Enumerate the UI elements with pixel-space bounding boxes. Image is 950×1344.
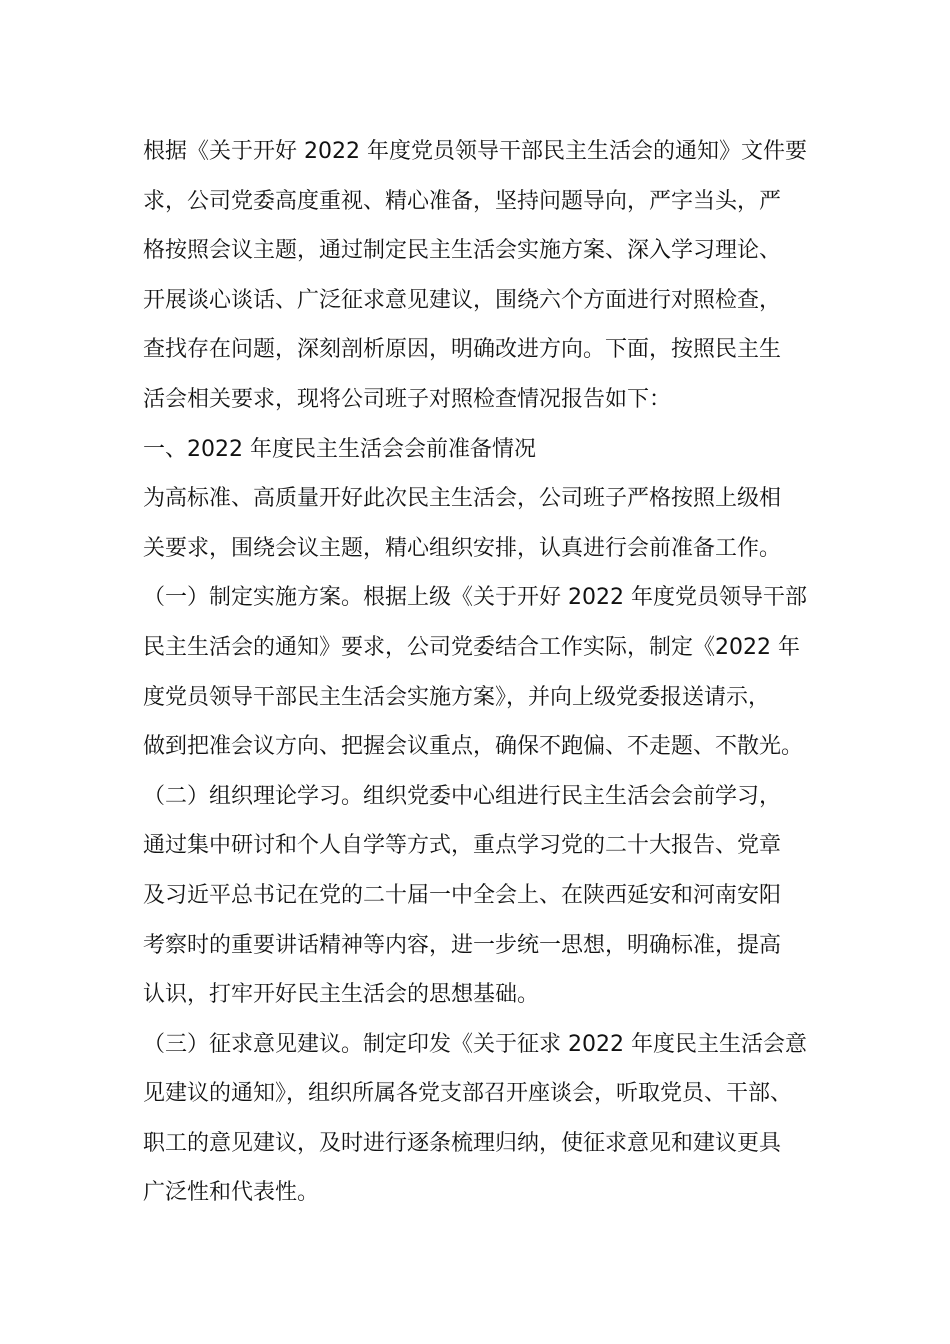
text-line: （一）制定实施方案。根据上级《关于开好 2022 年度党员领导干部 bbox=[143, 585, 807, 611]
text-line: （三）征求意见建议。制定印发《关于征求 2022 年度民主生活会意 bbox=[143, 1031, 807, 1057]
text-line: 查找存在问题，深刻剖析原因，明确改进方向。下面，按照民主生 bbox=[143, 337, 782, 363]
text-line: 关要求，围绕会议主题，精心组织安排，认真进行会前准备工作。 bbox=[143, 535, 782, 561]
text-line: 通过集中研讨和个人自学等方式，重点学习党的二十大报告、党章 bbox=[143, 833, 782, 859]
text-line: 民主生活会的通知》要求，公司党委结合工作实际，制定《2022 年 bbox=[143, 634, 800, 660]
text-line: 求，公司党委高度重视、精心准备，坚持问题导向，严字当头，严 bbox=[143, 188, 782, 214]
text-line: 活会相关要求，现将公司班子对照检查情况报告如下： bbox=[143, 386, 672, 412]
section-heading: 一、2022 年度民主生活会会前准备情况 bbox=[143, 436, 536, 462]
text-line: 考察时的重要讲话精神等内容，进一步统一思想，明确标准，提高 bbox=[143, 932, 782, 958]
document-body bbox=[143, 127, 815, 1218]
text-line: 认识，打牢开好民主生活会的思想基础。 bbox=[143, 982, 540, 1008]
text-line: 广泛性和代表性。 bbox=[143, 1180, 320, 1206]
text-line: 见建议的通知》，组织所属各党支部召开座谈会，听取党员、干部、 bbox=[143, 1081, 793, 1107]
text-line: 度党员领导干部民主生活会实施方案》，并向上级党委报送请示， bbox=[143, 684, 771, 710]
text-line: 格按照会议主题，通过制定民主生活会实施方案、深入学习理论、 bbox=[143, 238, 782, 264]
text-line: （二）组织理论学习。组织党委中心组进行民主生活会会前学习， bbox=[143, 783, 782, 809]
text-line: 根据《关于开好 2022 年度党员领导干部民主生活会的通知》文件要 bbox=[143, 139, 807, 164]
text-line: 职工的意见建议，及时进行逐条梳理归纳，使征求意见和建议更具 bbox=[143, 1130, 782, 1156]
text-line: 做到把准会议方向、把握会议重点，确保不跑偏、不走题、不散光。 bbox=[143, 734, 804, 760]
text-line: 及习近平总书记在党的二十届一中全会上、在陕西延安和河南安阳 bbox=[143, 882, 782, 908]
text-line: 为高标准、高质量开好此次民主生活会，公司班子严格按照上级相 bbox=[143, 486, 782, 512]
text-line: 开展谈心谈话、广泛征求意见建议，围绕六个方面进行对照检查， bbox=[143, 287, 782, 313]
